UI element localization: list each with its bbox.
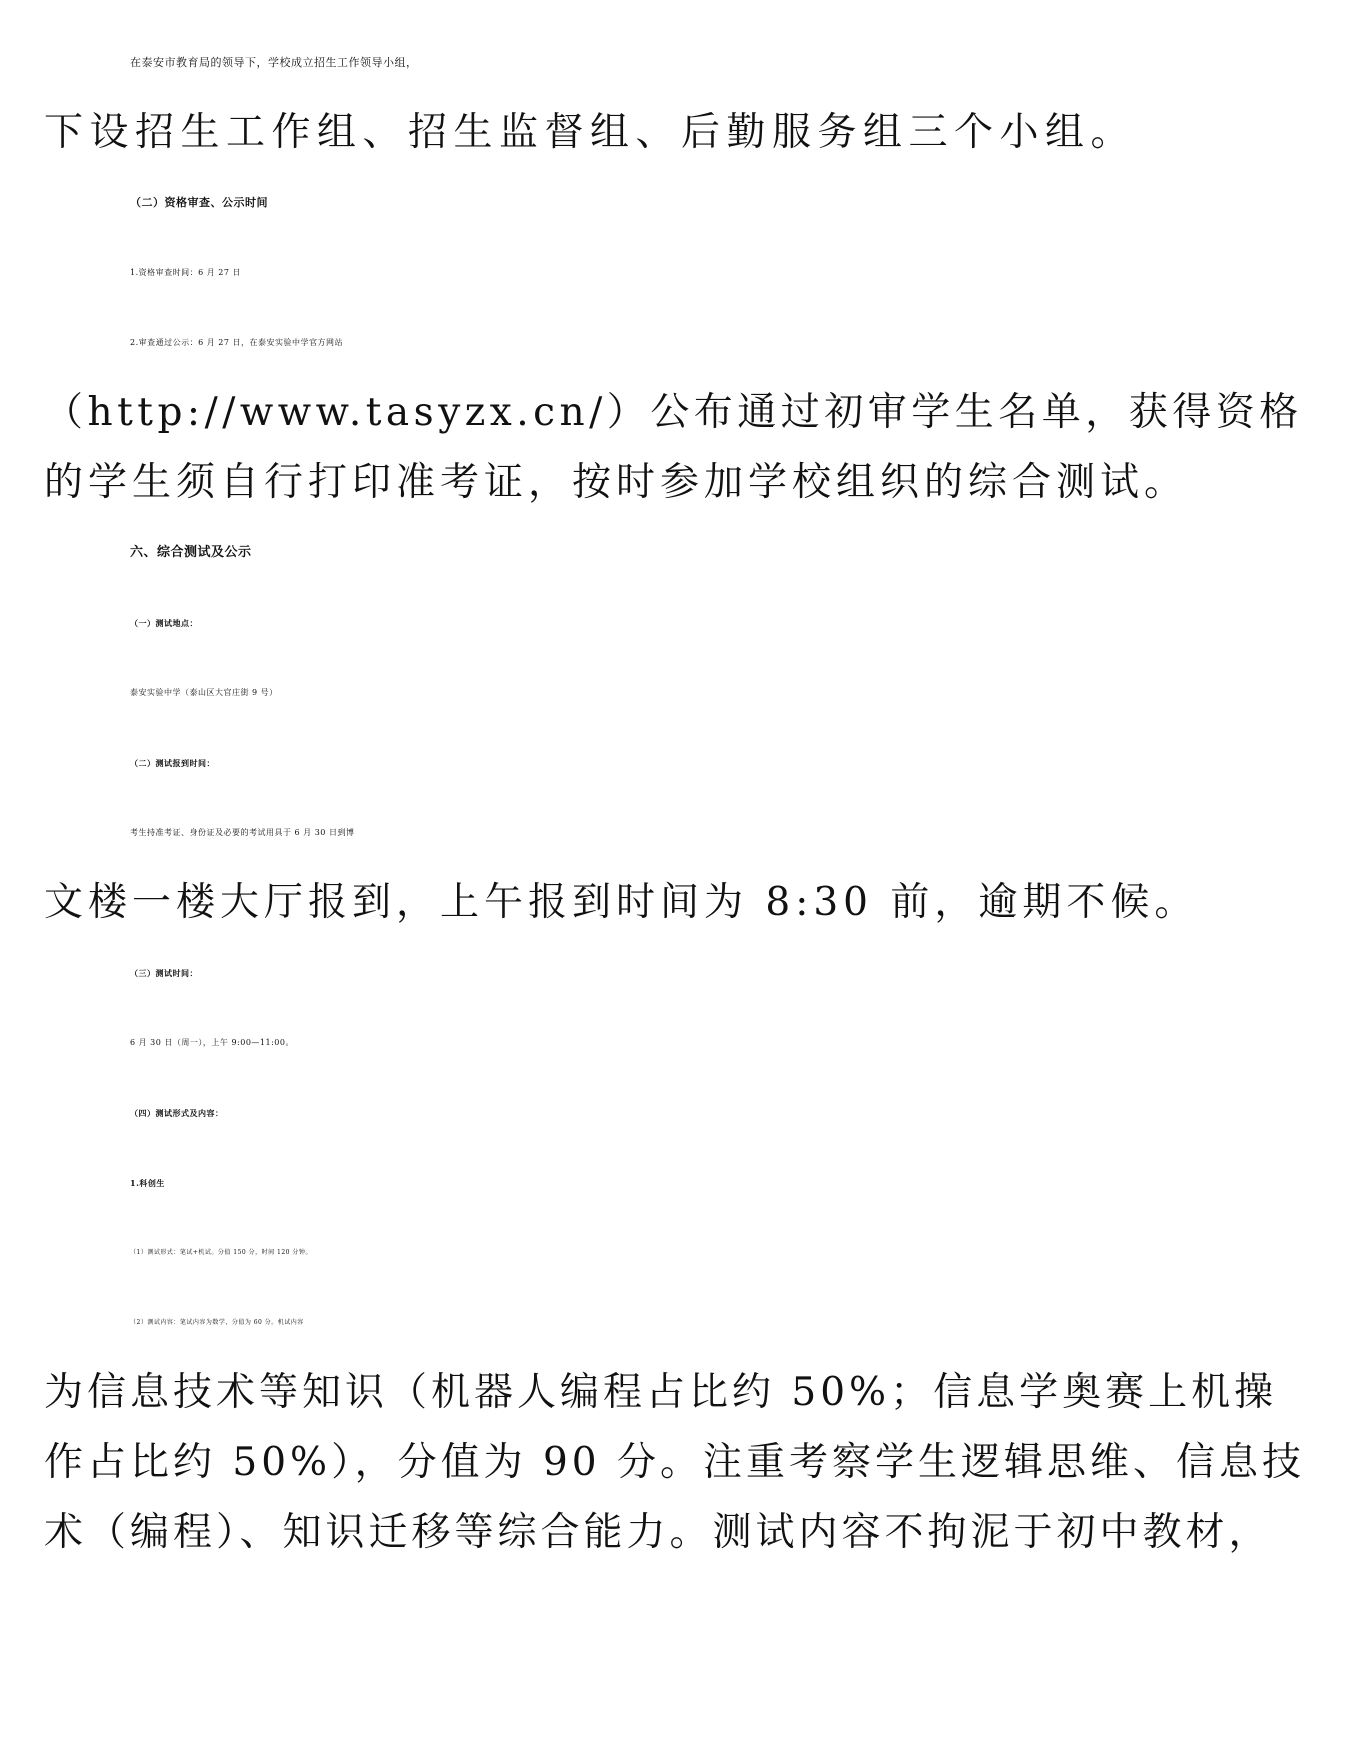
paragraph-line: 的学生须自行打印准考证，按时参加学校组织的综合测试。 (44, 460, 1189, 505)
paragraph-line: 1.资格审查时间：6 月 27 日 (130, 268, 242, 277)
chapter-heading: 六、综合测试及公示 (130, 545, 252, 560)
paragraph-line: 2.审查通过公示：6 月 27 日，在泰安实验中学官方网站 (130, 338, 344, 347)
paragraph-line: （2）测试内容：笔试内容为数学，分值为 60 分。机试内容 (130, 1319, 304, 1326)
paragraph-line: 作占比约 50%），分值为 90 分。注重考察学生逻辑思维、信息技 (44, 1440, 1306, 1485)
section-heading: （三）测试时间： (130, 968, 198, 978)
paragraph-line: 泰安实验中学（泰山区大官庄街 9 号） (130, 688, 278, 697)
paragraph-line: 下设招生工作组、招生监督组、后勤服务组三个小组。 (44, 110, 1137, 155)
paragraph-line: 在泰安市教育局的领导下，学校成立招生工作领导小组， (130, 56, 418, 69)
paragraph-line: （http://www.tasyzx.cn/）公布通过初审学生名单，获得资格 (44, 390, 1303, 435)
section-heading: （二）资格审查、公示时间 (130, 196, 268, 209)
subsection-heading: 1.科创生 (130, 1178, 165, 1188)
paragraph-line: 文楼一楼大厅报到，上午报到时间为 8:30 前，逾期不候。 (44, 880, 1199, 925)
section-heading: （二）测试报到时间： (130, 758, 215, 768)
paragraph-line: 术（编程）、知识迁移等综合能力。测试内容不拘泥于初中教材， (44, 1510, 1272, 1555)
section-heading: （四）测试形式及内容： (130, 1108, 224, 1118)
paragraph-line: 考生持准考证、身份证及必要的考试用具于 6 月 30 日到博 (130, 828, 355, 837)
paragraph-line: 为信息技术等知识（机器人编程占比约 50%；信息学奥赛上机操 (44, 1370, 1278, 1415)
paragraph-line: 6 月 30 日（周一），上午 9:00—11:00。 (130, 1038, 294, 1047)
paragraph-line: （1）测试形式：笔试+机试。分值 150 分，时间 120 分钟。 (130, 1249, 312, 1256)
section-heading: （一）测试地点： (130, 618, 198, 628)
